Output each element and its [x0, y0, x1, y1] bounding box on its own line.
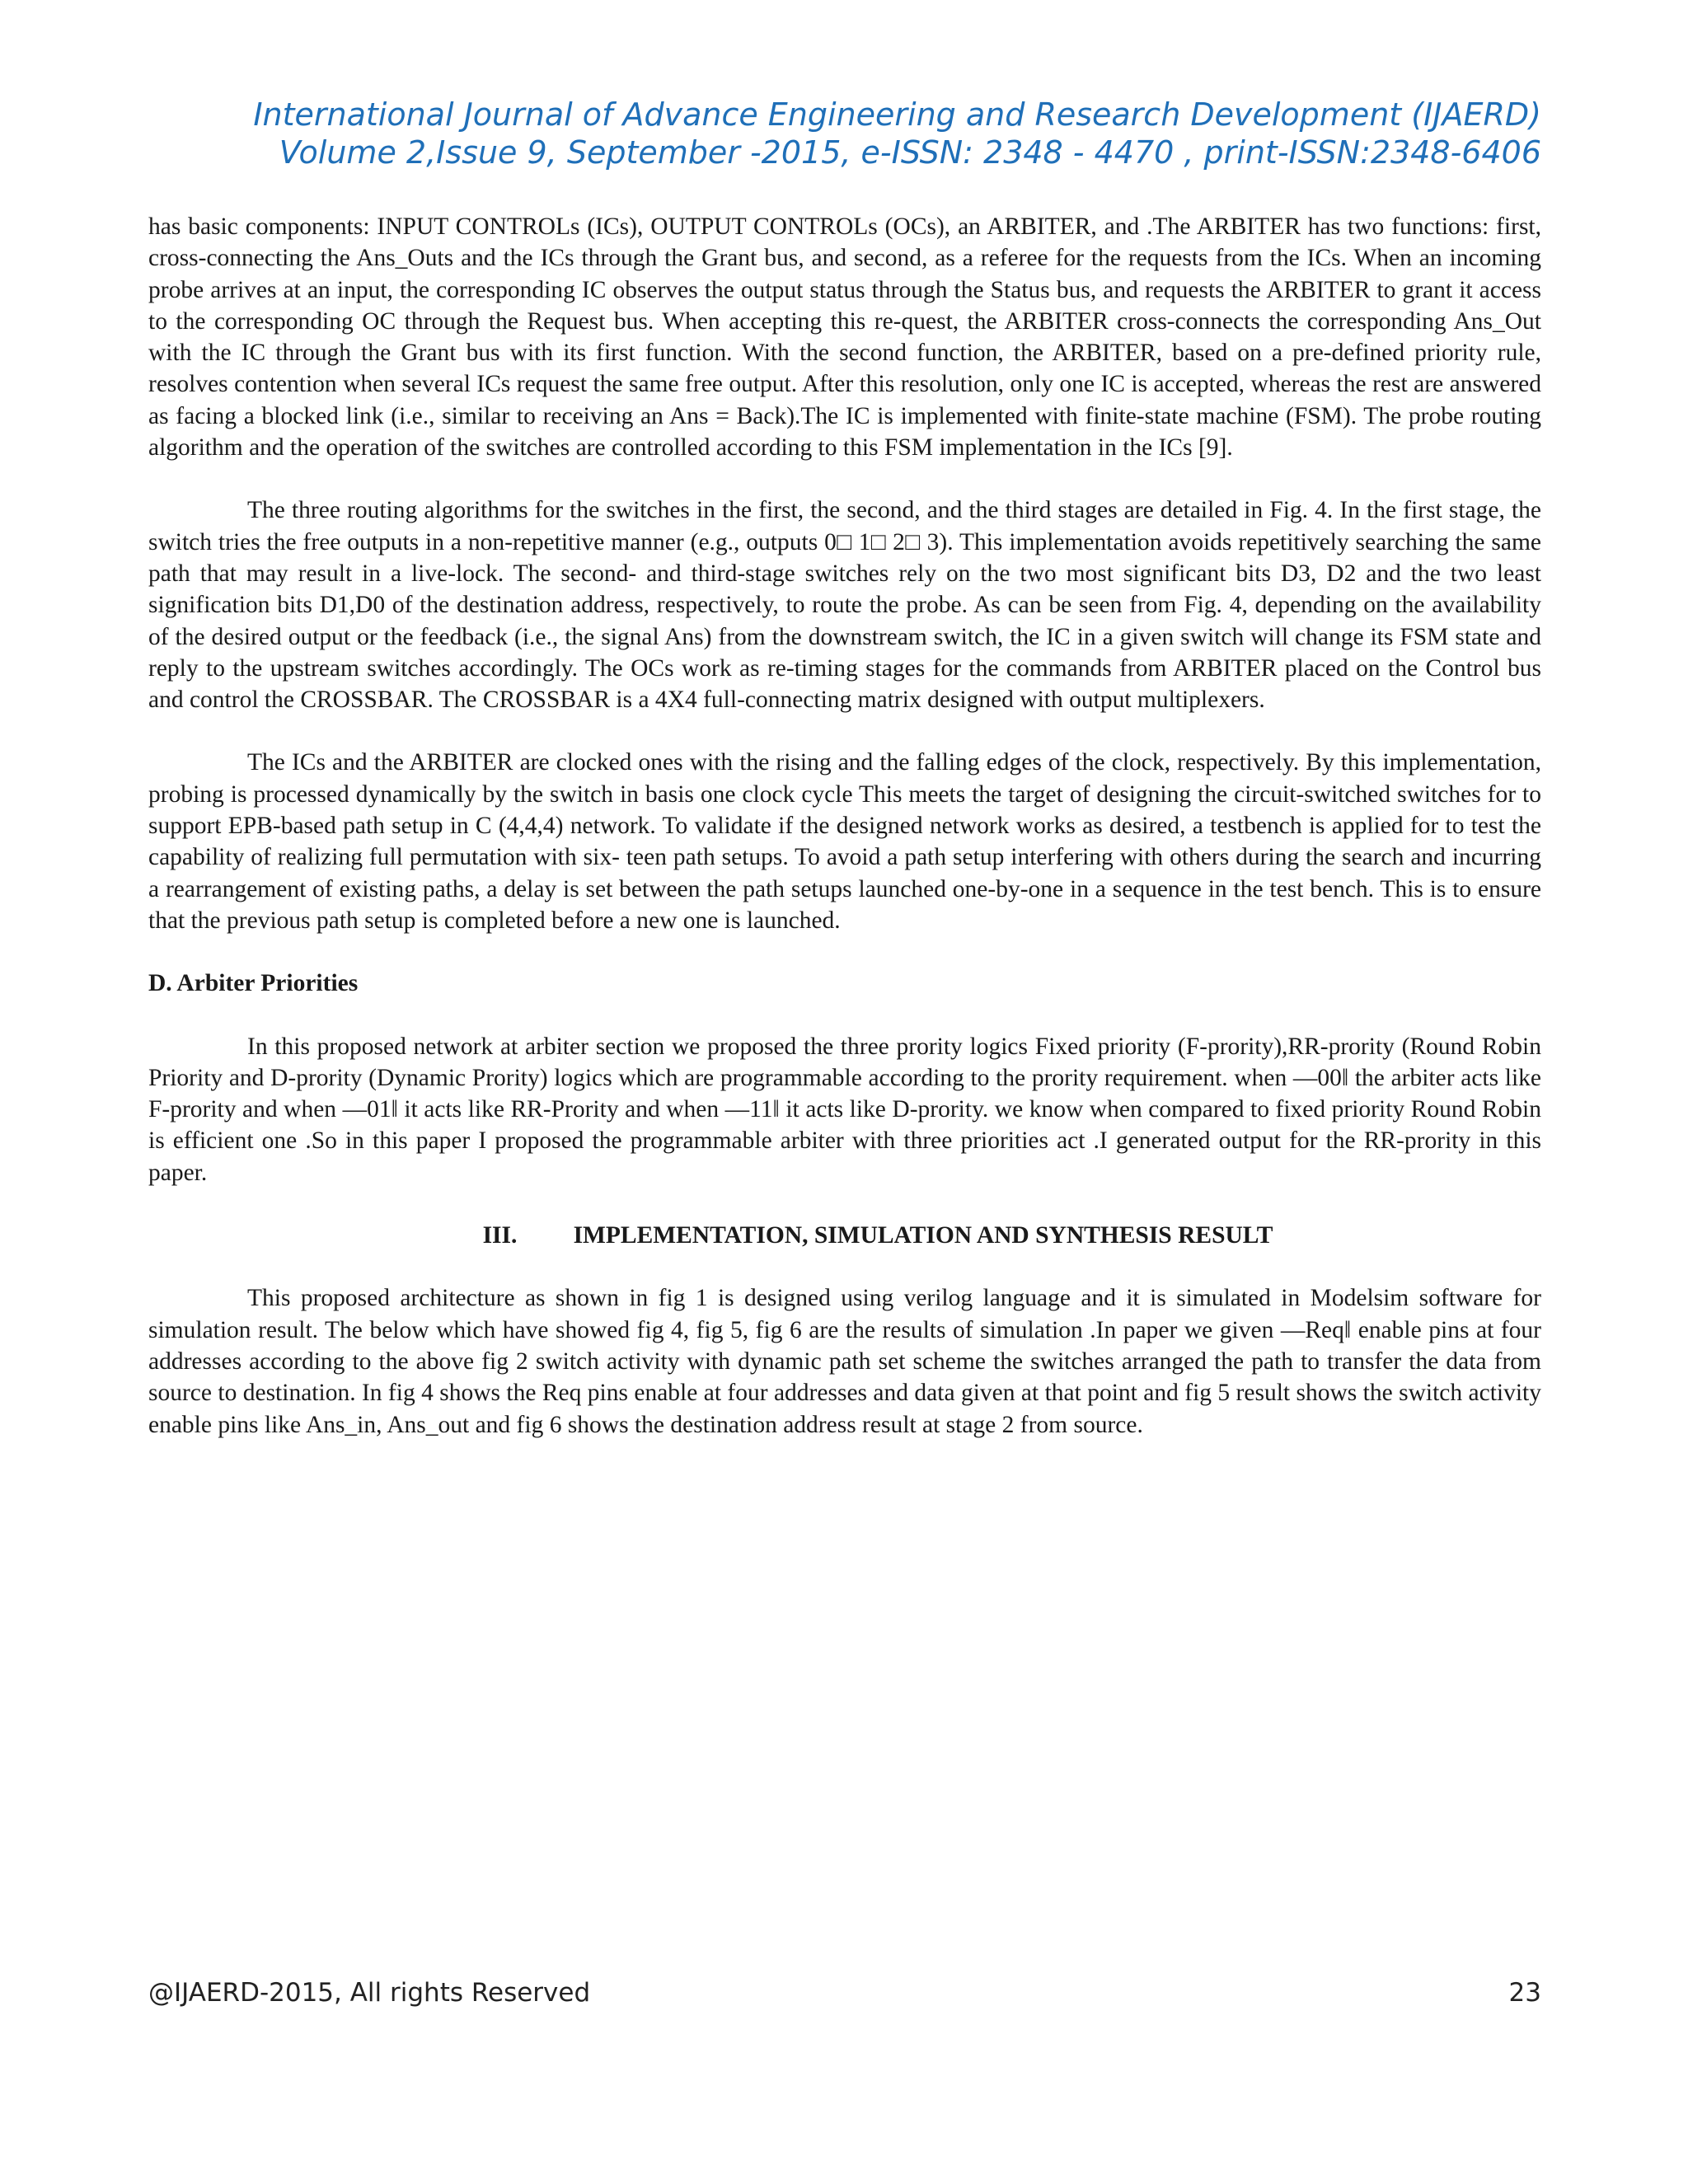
- paragraph-gap: [148, 936, 1541, 968]
- page-number: 23: [1508, 1978, 1541, 2008]
- article-body: [148, 211, 1541, 1441]
- journal-header: [148, 96, 1541, 171]
- paragraph-gap: [148, 463, 1541, 494]
- journal-volume-info: Volume 2,Issue 9, September -2015, e-ISSN: 2348 - 4470 , print-ISSN:2348-6406: [279, 134, 1541, 171]
- section-heading: [148, 1220, 1541, 1251]
- paragraph-gap: [148, 715, 1541, 747]
- paragraph-arbiter-components: has basic components: INPUT CONTROLs (ICs), OUTPUT CONTROLs (OCs), an ARBITER, and .The ARBITER has two functions: first, cross-connecting the Ans_Outs and the ICs through the Grant bus, and second, as a referee for the requests from the ICs. When an incoming probe arrives at an input, the corresponding IC observes the output status through the Status bus, and requests the ARBITER to grant it access to the corresponding OC through the Request bus. When accepting this re-quest, the ARBITER cross-connects the corresponding Ans_Out with the IC through the Grant bus with its first function. With the second function, the ARBITER, based on a pre-defined priority rule, resolves contention when several ICs request the same free output. After this resolution, only one IC is accepted, whereas the rest are answered as facing a blocked link (i.e., similar to receiving an Ans = Back).The IC is implemented with finite-state machine (FSM). The probe routing algorithm and the operation of the switches are controlled according to this FSM implementation in the ICs [9].: [148, 213, 1541, 462]
- section-number: III.: [482, 1222, 518, 1249]
- paragraph-arbiter-priorities: In this proposed network at arbiter section we proposed the three prority logics Fixed priority (F-prority),RR-prority (Round Robin Priority and D-prority (Dynamic Prority) logics which are programmable according to the prority requirement. when ―00‖ the arbiter acts like F-prority and when ―01‖ it acts like RR-Prority and when ―11‖ it acts like D-prority. we know when compared to fixed priority Round Robin is efficient one .So in this paper I proposed the programmable arbiter with three priorities act .I generated output for the RR-prority in this paper.: [148, 1033, 1541, 1186]
- journal-title: International Journal of Advance Engineering and Research Development (IJAERD): [253, 96, 1541, 133]
- paragraph-implementation: This proposed architecture as shown in fig 1 is designed using verilog language and it is simulated in Modelsim software for simulation result. The below which have showed fig 4, fig 5, fig 6 are the results of simulation .In paper we given ―Req‖ enable pins at four addresses according to the above fig 2 switch activity with dynamic path set scheme the switches arranged the path to transfer the data from source to destination. In fig 4 shows the Req pins enable at four addresses and data given at that point and fig 5 result shows the switch activity enable pins like Ans_in, Ans_out and fig 6 shows the destination address result at stage 2 from source.: [148, 1285, 1541, 1438]
- paragraph-gap: [148, 1188, 1541, 1220]
- paragraph-clocking-testbench: The ICs and the ARBITER are clocked ones with the rising and the falling edges of the clock, respectively. By this implementation, probing is processed dynamically by the switch in basis one clock cycle This meets the target of designing the circuit-switched switches for to support EPB-based path setup in C (4,4,4) network. To validate if the designed network works as desired, a testbench is applied for to test the capability of realizing full permutation with six- teen path setups. To avoid a path setup interfering with others during the search and incurring a rearrangement of existing paths, a delay is set between the path setups launched one-by-one in a sequence in the test bench. This is to ensure that the previous path setup is completed before a new one is launched.: [148, 749, 1541, 934]
- paragraph-gap: [148, 1000, 1541, 1031]
- copyright-notice: @IJAERD-2015, All rights Reserved: [148, 1978, 591, 2008]
- section-title: IMPLEMENTATION, SIMULATION AND SYNTHESIS RESULT: [573, 1222, 1273, 1249]
- paragraph-gap: [148, 1251, 1541, 1282]
- subsection-heading: D. Arbiter Priorities: [148, 970, 359, 997]
- paragraph-routing-algorithms: The three routing algorithms for the switches in the first, the second, and the third stages are detailed in Fig. 4. In the first stage, the switch tries the free outputs in a non-repetitive manner (e.g., outputs 0□ 1□ 2□ 3). This implementation avoids repetitively searching the same path that may result in a live-lock. The second- and third-stage switches rely on the two most significant bits D3, D2 and the two least signification bits D1,D0 of the destination address, respectively, to route the probe. As can be seen from Fig. 4, depending on the availability of the desired output or the feedback (i.e., the signal Ans) from the downstream switch, the IC in a given switch will change its FSM state and reply to the upstream switches accordingly. The OCs work as re-timing stages for the commands from ARBITER placed on the Control bus and control the CROSSBAR. The CROSSBAR is a 4X4 full-connecting matrix designed with output multiplexers.: [148, 497, 1541, 714]
